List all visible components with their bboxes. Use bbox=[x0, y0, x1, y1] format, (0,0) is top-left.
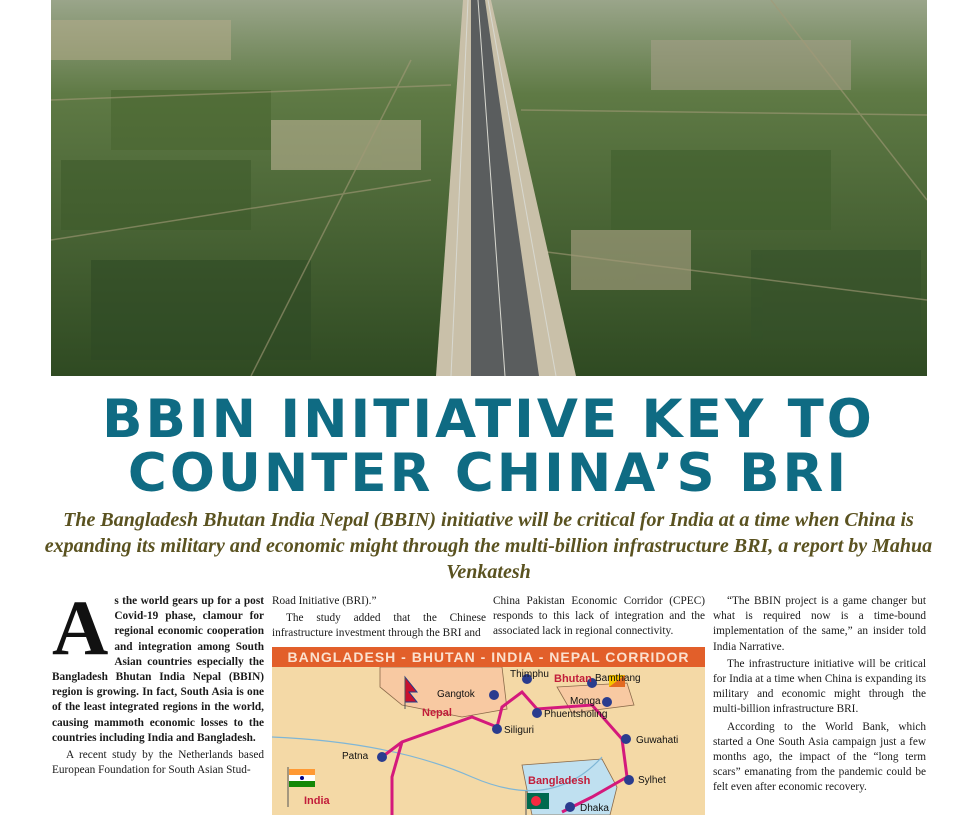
map-title: BANGLADESH - BHUTAN - INDIA - NEPAL CORRIDOR bbox=[272, 647, 705, 667]
node-dhaka bbox=[565, 802, 575, 812]
headline-line-1: BBIN INITIATIVE KEY TO bbox=[102, 389, 875, 450]
article-dek: The Bangladesh Bhutan India Nepal (BBIN) initiative will be critical for India at a time when China is expanding its military and economic might through the multi-billion infrastructure BRI, a report by Mahua Venkatesh bbox=[44, 509, 933, 583]
article-column-1 bbox=[52, 584, 264, 780]
node-monga bbox=[602, 697, 612, 707]
city-label-phuentsholing: Phuentsholing bbox=[544, 709, 608, 720]
city-label-thimphu: Thimphu bbox=[510, 669, 549, 680]
city-label-patna: Patna bbox=[342, 751, 369, 762]
city-label-siliguri: Siliguri bbox=[504, 725, 535, 736]
node-guwahati bbox=[621, 734, 631, 744]
region-label-india: India bbox=[304, 795, 330, 807]
paragraph: Road Initiative (BRI).” bbox=[272, 595, 377, 607]
paragraph: China Pakistan Economic Corridor (CPEC) responds to this lack of integration and the associated lack in regional connectivity. bbox=[493, 595, 705, 638]
drop-cap: A bbox=[52, 584, 109, 671]
city-label-dhaka: Dhaka bbox=[580, 803, 609, 814]
city-label-bamthang: Bamthang bbox=[595, 673, 641, 684]
region-label-nepal: Nepal bbox=[422, 707, 452, 719]
article-column-3 bbox=[493, 594, 705, 642]
bangladesh-flag-icon bbox=[526, 791, 549, 815]
region-label-bhutan: Bhutan bbox=[554, 673, 592, 685]
paragraph: A recent study by the Netherlands based European Foundation for South Asian Stud- bbox=[52, 749, 264, 777]
node-gangtok bbox=[489, 690, 499, 700]
headline-line-2: COUNTER CHINA’S BRI bbox=[127, 443, 850, 504]
hero-photo bbox=[51, 0, 927, 376]
lead-paragraph: s the world gears up for a post Covid-19 phase, clamour for regional economic cooperation and integration among South Asian countries especially the Bangladesh Bhutan India Nepal (BBIN) region is growing. In fact, South Asia is one of the least integrated regions in the world, causing mammoth economic losses to the countries including India and Bangladesh. bbox=[52, 595, 264, 744]
aerial-highway-illustration bbox=[51, 0, 927, 376]
node-sylhet bbox=[624, 775, 634, 785]
paragraph: The study added that the Chinese infrastructure investment through the BRI and bbox=[272, 612, 486, 640]
node-patna bbox=[377, 752, 387, 762]
city-label-monga: Monga bbox=[570, 696, 601, 707]
city-label-sylhet: Sylhet bbox=[638, 775, 666, 786]
article-column-2 bbox=[272, 594, 486, 644]
city-label-guwahati: Guwahati bbox=[636, 735, 679, 746]
corridor-map bbox=[272, 647, 705, 815]
paragraph: The infrastructure initiative will be critical for India at a time when China is expanding its military and economic might through the multi-billion infrastructure BRI. bbox=[713, 657, 926, 716]
article-column-4 bbox=[713, 594, 926, 798]
region-label-bangladesh: Bangladesh bbox=[528, 775, 591, 787]
paragraph: According to the World Bank, which started a One South Asia campaign just a few months ago, the impact of the “long term scars” emanating from the pandemic could be felt even after economic recovery. bbox=[713, 720, 926, 794]
node-siliguri bbox=[492, 724, 502, 734]
city-label-gangtok: Gangtok bbox=[437, 689, 475, 700]
paragraph: “The BBIN project is a game changer but what is required now is a time-bound implementation of the same,” an insider told India Narrative. bbox=[713, 595, 926, 653]
nepal-flag-icon bbox=[405, 677, 417, 702]
node-phuentsholing bbox=[532, 708, 542, 718]
